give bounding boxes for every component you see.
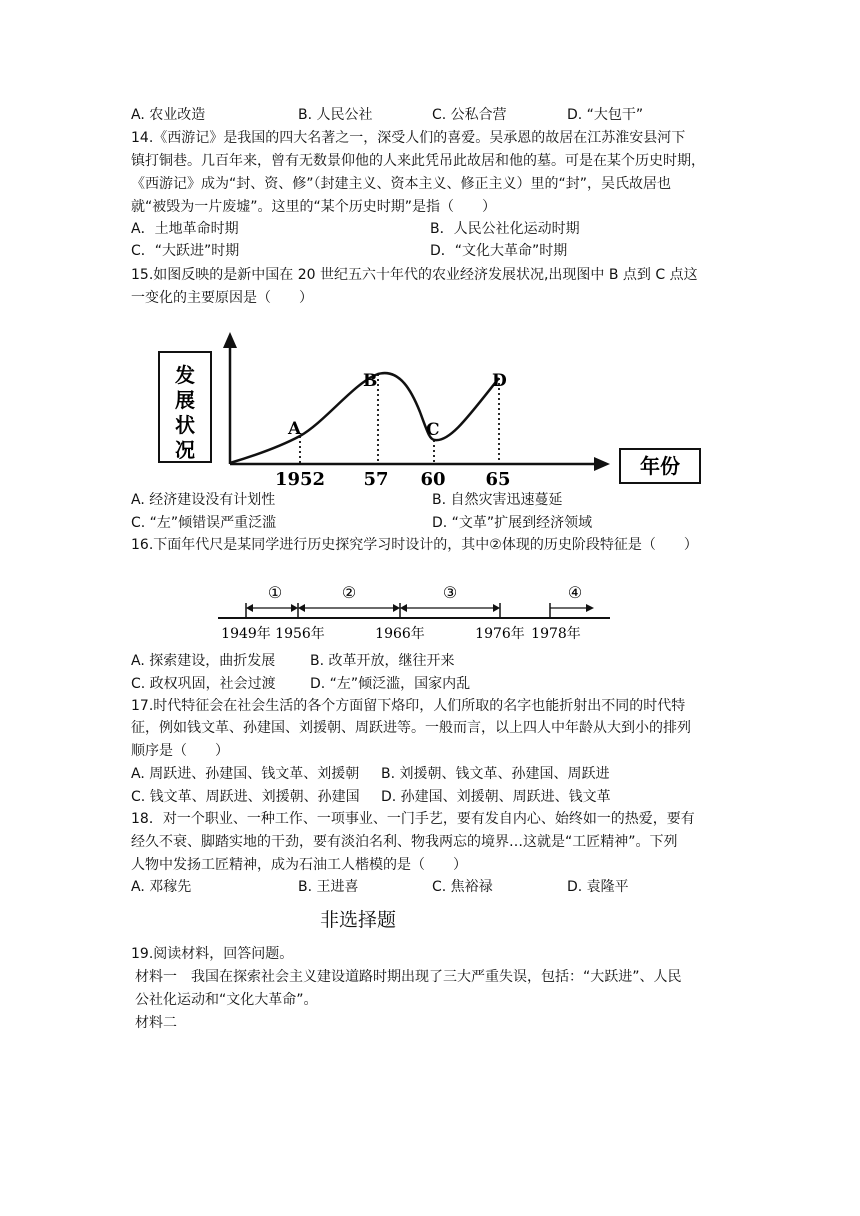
q14-stem-line: 就“被毁为一片废墟”。这里的“某个历史时期”是指（ ） [131, 199, 497, 215]
q18-stem-line: 经久不衰、脚踏实地的干劲，要有淡泊名利、物我两忘的境界…这就是“工匠精神”。下列 [131, 834, 678, 850]
q14-stem-line: 《西游记》成为“封、资、修”（封建主义、资本主义、修正主义）里的“封”，吴氏故居也 [131, 176, 672, 192]
q17-stem-line: 征，例如钱文革、孙建国、刘援朝、周跃进等。一般而言，以上四人中年龄从大到小的排列 [131, 720, 691, 736]
segment-label-1: ① [267, 583, 283, 602]
q19-material-line: 材料二 [135, 1015, 177, 1031]
q15-option-b: B. 自然灾害迅速蔓延 [432, 492, 563, 508]
q16-stem-line: 16.下面年代尺是某同学进行历史探究学习时设计的，其中②体现的历史阶段特征是（ ） [131, 537, 698, 553]
y-axis-label-char: 发 [175, 363, 195, 387]
segment-label-2: ② [341, 583, 357, 602]
q16-option-a: A. 探索建设，曲折发展 [131, 653, 276, 669]
q18-stem-line: 18．对一个职业、一种工作、一项事业、一门手艺，要有发自内心、始终如一的热爱，要有 [131, 811, 695, 827]
q17-stem-line: 顺序是（ ） [131, 743, 229, 759]
y-axis-label-char: 况 [175, 438, 195, 462]
point-label-c: C [426, 420, 440, 440]
q14-option-a: A．土地革命时期 [131, 221, 239, 237]
agri-development-chart [150, 322, 710, 492]
q15-option-c: C. “左”倾错误严重泛滥 [131, 515, 277, 531]
x-tick-label: 65 [485, 469, 511, 490]
q16-option-b: B. 改革开放，继往开来 [310, 653, 455, 669]
x-axis-label: 年份 [640, 454, 680, 478]
q18-option-c: C. 焦裕禄 [432, 879, 493, 895]
segment-label-4: ④ [567, 583, 583, 602]
q15-stem-line: 一变化的主要原因是（ ） [131, 290, 313, 306]
q19-stem-line: 19.阅读材料，回答问题。 [131, 946, 294, 962]
q13-option-a: A. 农业改造 [131, 107, 206, 123]
q15-option-a: A. 经济建设没有计划性 [131, 492, 276, 508]
x-tick-label: 1952 [274, 469, 326, 490]
q16-option-c: C. 政权巩固，社会过渡 [131, 676, 276, 692]
y-axis-label-char: 状 [175, 413, 195, 437]
q13-option-c: C. 公私合营 [432, 107, 507, 123]
year-label: 1966年 [375, 626, 425, 642]
year-label: 1949年 [221, 626, 271, 642]
x-tick-label: 57 [363, 469, 389, 490]
year-label: 1978年 [531, 626, 581, 642]
q13-option-b: B. 人民公社 [298, 107, 373, 123]
q14-option-d: D．“文化大革命”时期 [430, 243, 568, 259]
q18-option-d: D. 袁隆平 [567, 879, 629, 895]
segment-label-3: ③ [442, 583, 458, 602]
y-axis-label-char: 展 [175, 388, 195, 412]
q17-option-a: A. 周跃进、孙建国、钱文革、刘援朝 [131, 766, 360, 782]
x-tick-label: 60 [420, 469, 446, 490]
q18-option-b: B. 王进喜 [298, 879, 359, 895]
q14-stem-line: 镇打铜巷。几百年来，曾有无数景仰他的人来此凭吊此故居和他的墓。可是在某个历史时期， [131, 153, 705, 169]
q13-option-d: D. “大包干” [567, 107, 644, 123]
q16-option-d: D. “左”倾泛滥，国家内乱 [310, 676, 471, 692]
q15-stem-line: 15.如图反映的是新中国在 20 世纪五六十年代的农业经济发展状况,出现图中 B 点到 C 点这 [131, 267, 698, 283]
q19-material-line: 公社化运动和“文化大革命”。 [135, 992, 318, 1008]
q15-option-d: D. “文革”扩展到经济领域 [432, 515, 593, 531]
q18-stem-line: 人物中发扬工匠精神，成为石油工人楷模的是（ ） [131, 857, 467, 873]
point-label-a: A [288, 419, 302, 439]
q14-stem-line: 14.《西游记》是我国的四大名著之一，深受人们的喜爱。吴承恩的故居在江苏淮安县河下 [131, 130, 686, 146]
q18-option-a: A. 邓稼先 [131, 879, 192, 895]
q17-stem-line: 17.时代特征会在社会生活的各个方面留下烙印，人们所取的名字也能折射出不同的时代特 [131, 698, 686, 714]
y-axis-label [175, 363, 195, 462]
year-label: 1956年 [275, 626, 325, 642]
q17-option-b: B. 刘援朝、钱文革、孙建国、周跃进 [381, 766, 610, 782]
q14-option-c: C．“大跃进”时期 [131, 243, 240, 259]
point-label-d: D [492, 371, 507, 391]
q17-option-c: C. 钱文革、周跃进、刘援朝、孙建国 [131, 789, 360, 805]
timeline-ruler [210, 578, 620, 648]
q19-material-line: 材料一 我国在探索社会主义建设道路时期出现了三大严重失误，包括：“大跃进”、人民 [135, 969, 682, 985]
q17-option-d: D. 孙建国、刘援朝、周跃进、钱文革 [381, 789, 611, 805]
q14-option-b: B．人民公社化运动时期 [430, 221, 580, 237]
point-label-b: B [363, 371, 378, 391]
section-title: 非选择题 [320, 909, 397, 931]
year-label: 1976年 [475, 626, 525, 642]
